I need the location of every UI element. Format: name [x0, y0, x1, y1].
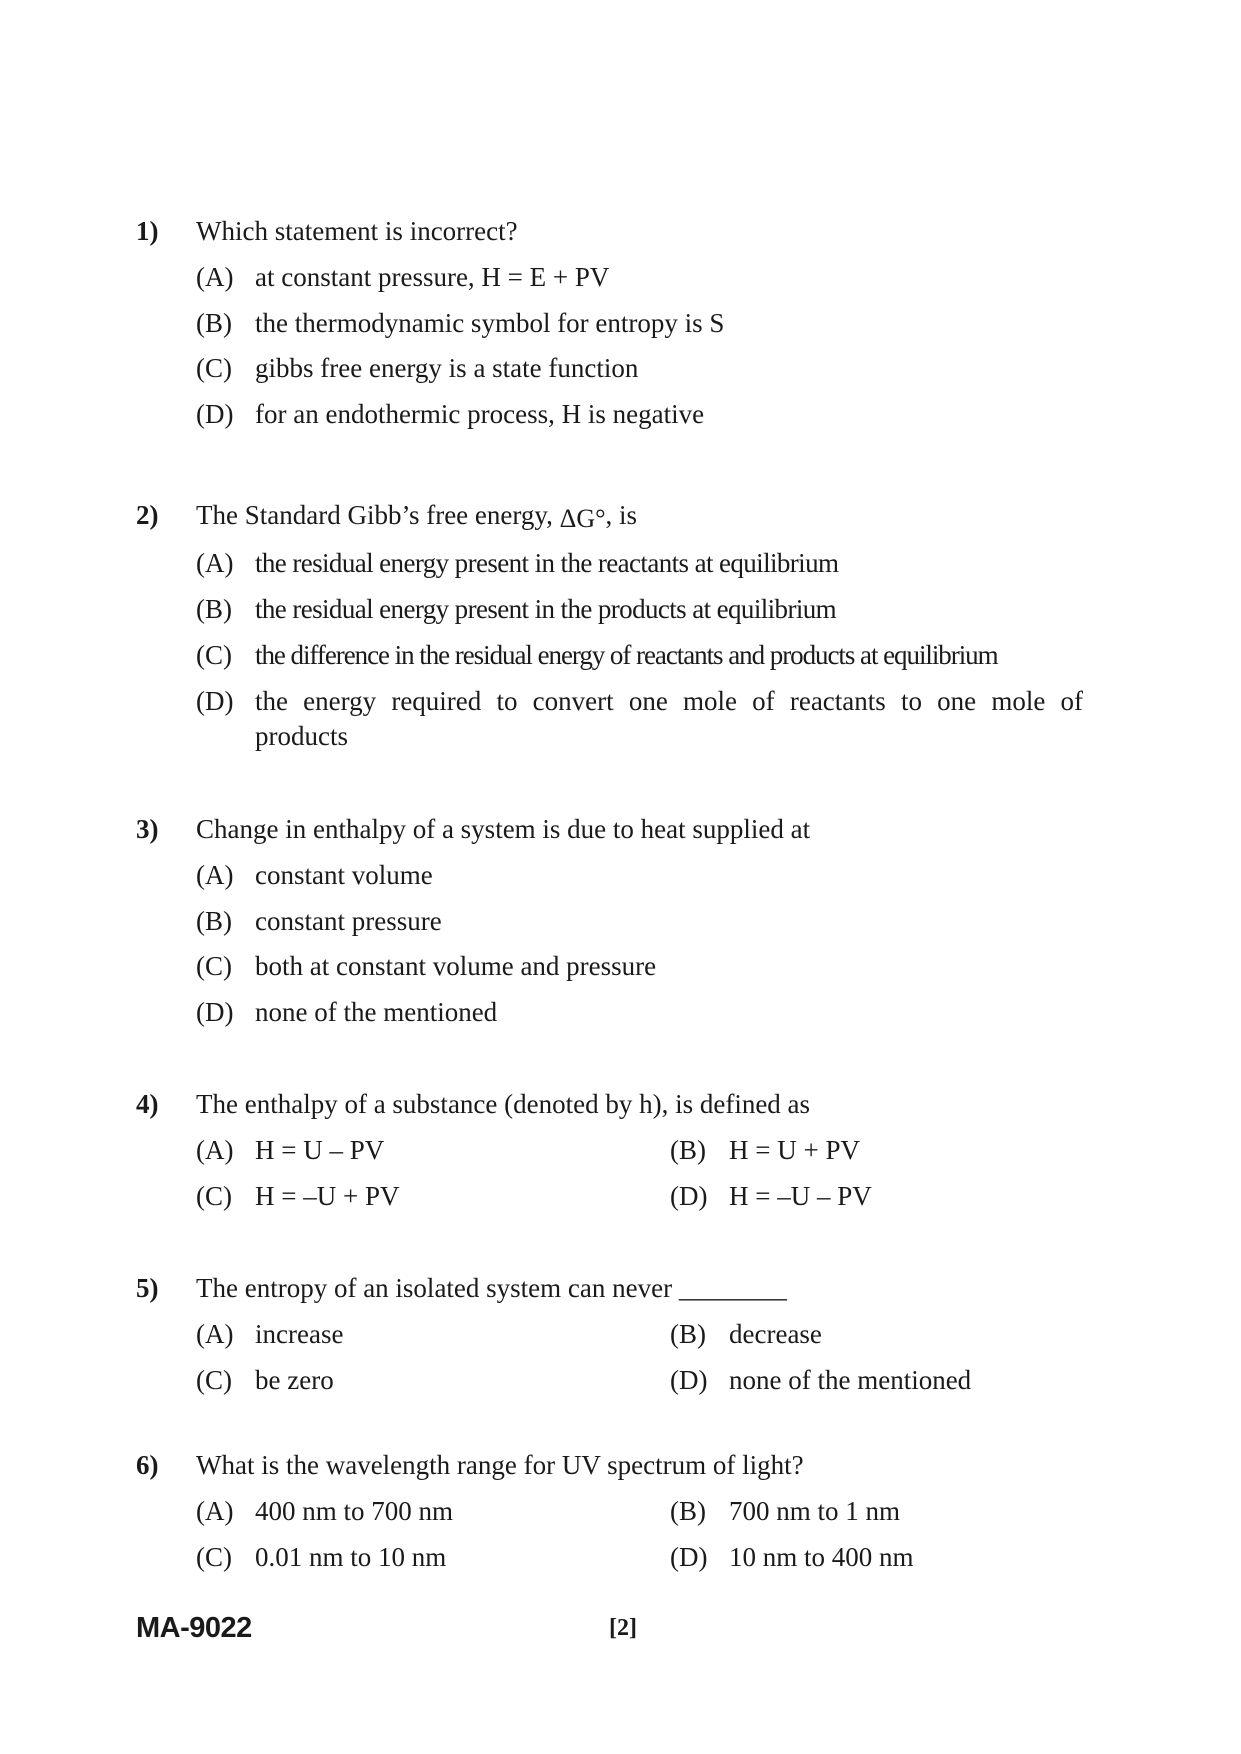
option-text: both at constant volume and pressure: [255, 951, 657, 981]
option-label: (A): [196, 1496, 234, 1526]
option-text: H = U – PV: [255, 1135, 385, 1165]
question-number: 4): [136, 1089, 159, 1119]
option-label: (B): [670, 1496, 706, 1526]
option-text: the difference in the residual energy of reactants and products at equilibrium: [255, 640, 998, 670]
option-label: (C): [196, 353, 232, 383]
option-text: H = U + PV: [729, 1135, 860, 1165]
option-label: (C): [196, 951, 232, 981]
option-text: H = –U + PV: [255, 1181, 400, 1211]
option-label: (D): [670, 1181, 708, 1211]
question-number: 2): [136, 500, 159, 530]
option-label: (A): [196, 548, 234, 578]
option-d-continuation: products: [255, 721, 348, 751]
option-text: the residual energy present in the reactants at equilibrium: [255, 548, 839, 578]
option-label: (D): [670, 1365, 708, 1395]
question-text: Change in enthalpy of a system is due to heat supplied at: [196, 814, 811, 844]
option-label: (D): [196, 997, 234, 1027]
question-number: 3): [136, 814, 159, 844]
question-4-stem: [0, 1087, 1241, 1121]
option-label: (D): [196, 399, 234, 429]
question-number: 1): [136, 216, 159, 246]
option-label: (A): [196, 1135, 234, 1165]
option-label: (C): [196, 1542, 232, 1572]
option-label: (B): [196, 906, 232, 936]
question-1-stem: [0, 214, 1241, 248]
option-text: 700 nm to 1 nm: [729, 1496, 901, 1526]
question-text: What is the wavelength range for UV spectrum of light?: [196, 1450, 804, 1480]
option-label: (B): [196, 594, 232, 624]
option-text: the residual energy present in the products at equilibrium: [255, 594, 837, 624]
question-text-after: , is: [605, 500, 638, 530]
question-3-stem: [0, 812, 1241, 846]
page-number: [2]: [609, 1615, 637, 1641]
option-label: (B): [196, 308, 232, 338]
option-text: H = –U – PV: [729, 1181, 872, 1211]
option-text: 400 nm to 700 nm: [255, 1496, 454, 1526]
option-text: 0.01 nm to 10 nm: [255, 1542, 447, 1572]
question-number: 6): [136, 1450, 159, 1480]
question-5-stem: [0, 1271, 1241, 1305]
option-text: for an endothermic process, H is negative: [255, 399, 705, 429]
option-text: decrease: [729, 1319, 822, 1349]
option-label: (C): [196, 1365, 232, 1395]
option-text: increase: [255, 1319, 344, 1349]
question-6-stem: [0, 1448, 1241, 1482]
option-label: (A): [196, 860, 234, 890]
delta-g-symbol: ΔG°: [559, 504, 606, 533]
option-label: (A): [196, 1319, 234, 1349]
question-text: [196, 498, 637, 533]
option-label: (B): [670, 1319, 706, 1349]
option-text: the energy required to convert one mole of reactants to one mole of: [255, 686, 1083, 716]
option-text: at constant pressure, H = E + PV: [255, 262, 610, 292]
option-text: the thermodynamic symbol for entropy is S: [255, 308, 725, 338]
question-number: 5): [136, 1273, 159, 1303]
option-text: constant volume: [255, 860, 433, 890]
question-text: The enthalpy of a substance (denoted by h), is defined as: [196, 1089, 811, 1119]
question-text: Which statement is incorrect?: [196, 216, 518, 246]
option-text: be zero: [255, 1365, 334, 1395]
option-text: 10 nm to 400 nm: [729, 1542, 914, 1572]
option-label: (C): [196, 1181, 232, 1211]
option-text: gibbs free energy is a state function: [255, 353, 639, 383]
paper-code: MA-9022: [136, 1612, 252, 1644]
question-text-before: The Standard Gibb’s free energy,: [196, 500, 553, 530]
option-label: (C): [196, 640, 232, 670]
option-label: (B): [670, 1135, 706, 1165]
option-text: none of the mentioned: [729, 1365, 972, 1395]
option-text: none of the mentioned: [255, 997, 498, 1027]
option-label: (D): [670, 1542, 708, 1572]
option-label: (D): [196, 686, 234, 716]
question-text: The entropy of an isolated system can never ________: [196, 1273, 787, 1303]
question-2-stem: [0, 498, 1241, 532]
option-label: (A): [196, 262, 234, 292]
option-text: constant pressure: [255, 906, 442, 936]
